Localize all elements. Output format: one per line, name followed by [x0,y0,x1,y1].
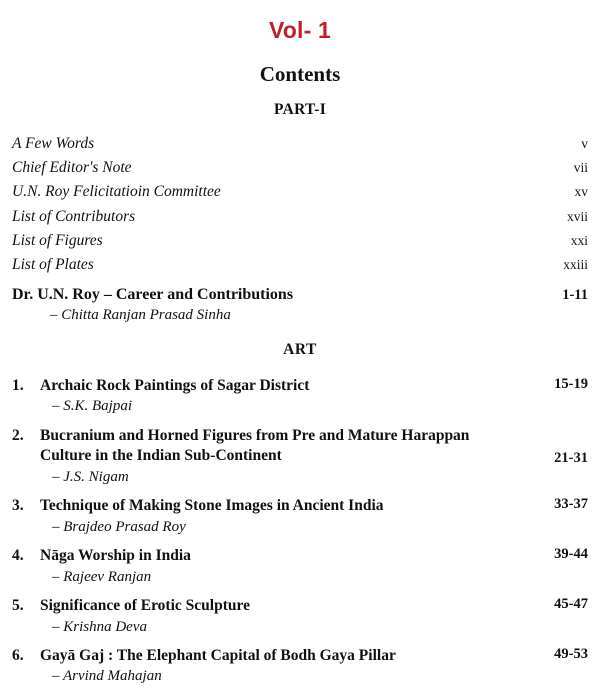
volume-title: Vol- 1 [268,17,332,43]
entry-page-range: 45-47 [554,596,588,613]
entry-number: 5. [12,597,24,615]
entry-title-row [40,596,588,616]
entry-body [40,546,588,587]
entry-list [12,367,588,687]
frontmatter-row [12,156,588,180]
frontmatter-list [12,131,588,277]
entry-number: 6. [12,647,24,665]
entry-page-range: 49-53 [554,646,588,663]
list-item [12,537,588,587]
feature-entry-author: – Chitta Ranjan Prasad Sinha [50,306,231,323]
list-item [12,487,588,537]
entry-author: – S.K. Bajpai [52,398,133,415]
frontmatter-row [12,229,588,253]
entry-title-row [40,376,588,396]
entry-title-line: Gayā Gaj : The Elephant Capital of Bodh Gaya Pillar [40,647,396,665]
frontmatter-label: List of Plates [12,256,94,274]
frontmatter-label: A Few Words [12,134,95,152]
frontmatter-page: xv [574,184,588,200]
frontmatter-label: List of Contributors [12,207,136,225]
entry-title-row [40,646,588,666]
entry-title-line: Archaic Rock Paintings of Sagar District [40,376,310,394]
frontmatter-page: xvii [566,208,588,224]
entry-author: – Krishna Deva [52,618,147,635]
entry-page-range: 33-37 [554,496,588,513]
feature-entry-title: Dr. U.N. Roy – Career and Contributions [12,286,294,304]
entry-number: 4. [12,547,24,565]
frontmatter-page: xxiii [563,257,588,273]
frontmatter-page: v [581,135,588,151]
entry-title-line: Bucranium and Horned Figures from Pre and Mature Harappan [40,426,470,444]
entry-number: 2. [12,426,24,444]
entry-body [40,646,588,687]
entry-author: – J.S. Nigam [52,468,129,485]
frontmatter-page: xxi [570,232,588,248]
entry-title-line: Technique of Making Stone Images in Ancient India [40,497,384,515]
list-item [12,587,588,637]
list-item [12,367,588,417]
entry-title [40,546,532,566]
feature-entry-page: 1-11 [562,287,588,304]
entry-number: 1. [12,376,24,394]
entry-body [40,496,588,537]
entry-author: – Arvind Mahajan [52,668,162,685]
entry-page-range: 39-44 [554,546,588,563]
entry-title [40,596,532,616]
entry-title-row [40,546,588,566]
frontmatter-label: U.N. Roy Felicitatioin Committee [12,183,221,201]
entry-title-line: Significance of Erotic Sculpture [40,597,250,615]
entry-title [40,426,532,467]
frontmatter-page: vii [573,160,588,176]
entry-number: 3. [12,497,24,515]
frontmatter-label: List of Figures [12,231,103,249]
entry-author: – Brajdeo Prasad Roy [52,518,186,535]
entry-body [40,426,588,487]
entry-title-line: Nāga Worship in India [40,547,191,565]
entry-page-range: 21-31 [554,449,588,466]
entry-body [40,376,588,417]
entry-title [40,376,532,396]
section-heading-art: ART [283,340,317,358]
feature-entry-head [12,286,588,304]
entry-title-row [40,496,588,516]
frontmatter-row [12,204,588,228]
list-item [12,417,588,487]
entry-body [40,596,588,637]
entry-title-line: Culture in the Indian Sub-Continent [40,447,282,465]
feature-entry [12,286,588,324]
entry-title [40,646,532,666]
contents-heading: Contents [259,62,341,87]
frontmatter-label: Chief Editor's Note [12,159,132,177]
entry-author: – Rajeev Ranjan [52,568,152,585]
frontmatter-row [12,253,588,277]
frontmatter-row [12,180,588,204]
part-heading: PART-I [273,101,327,119]
frontmatter-row [12,131,588,155]
entry-title [40,496,532,516]
entry-page-range: 15-19 [554,375,588,392]
entry-title-row [40,426,588,467]
list-item [12,637,588,687]
